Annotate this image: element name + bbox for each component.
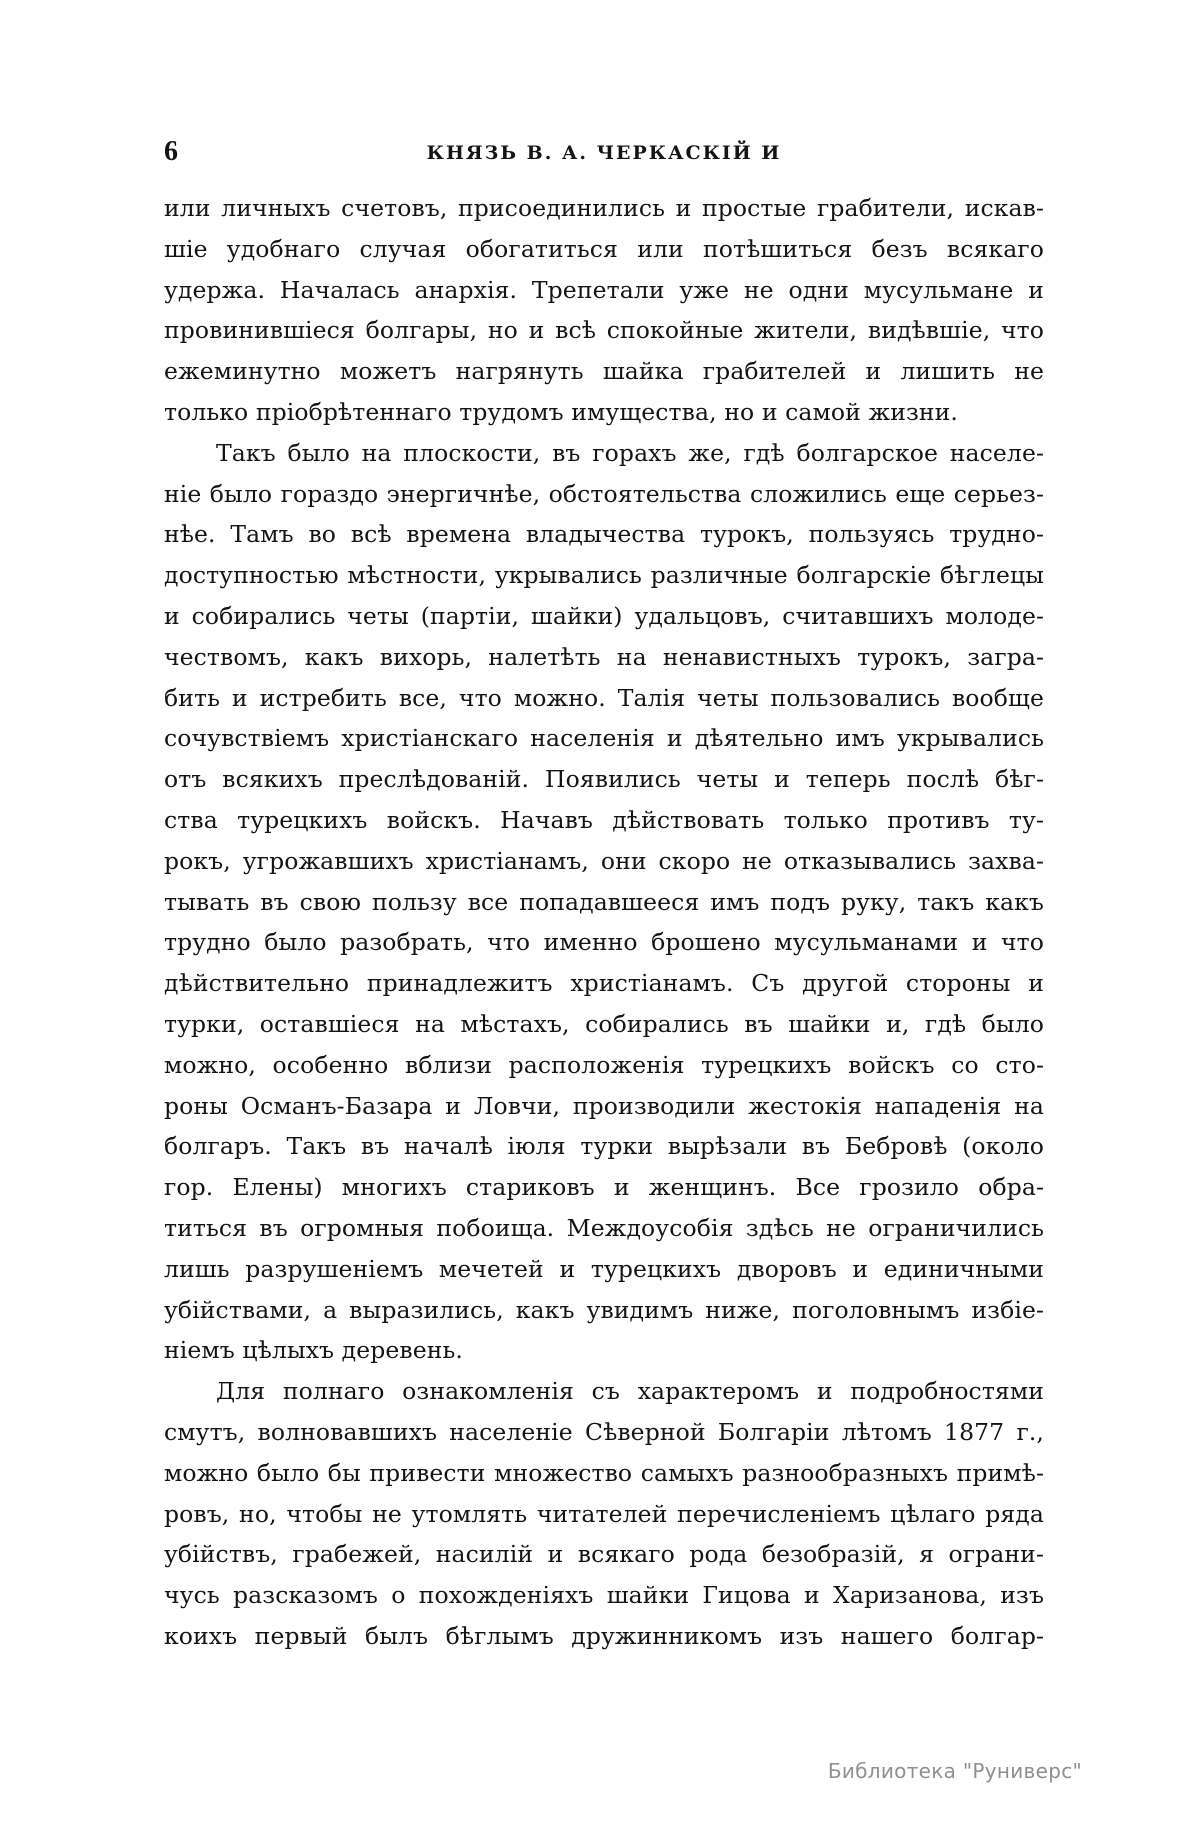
- text-line: или личныхъ счетовъ, присоединились и простые грабители, искав-: [164, 194, 1044, 222]
- text-line: болгаръ. Такъ въ началѣ іюля турки вырѣзали въ Бебровѣ (около: [164, 1132, 1044, 1161]
- body-text: [164, 188, 1044, 1657]
- text-line: ежеминутно можетъ нагрянуть шайка грабителей и лишить не: [164, 357, 1044, 386]
- text-line: убійствъ, грабежей, насилій и всякаго рода безобразій, я ограни-: [164, 1540, 1044, 1569]
- text-line: бить и истребить все, что можно. Талія четы пользовались вообще: [164, 683, 1044, 712]
- text-line: шіе удобнаго случая обогатиться или потѣшиться безъ всякаго: [164, 234, 1044, 263]
- page-number: 6: [164, 136, 178, 167]
- text-line: ніе было гораздо энергичнѣе, обстоятельства сложились еще серьез-: [164, 479, 1044, 508]
- text-line: чествомъ, какъ вихорь, налетѣть на ненавистныхъ турокъ, загра-: [164, 642, 1044, 671]
- text-line: смутъ, волновавшихъ населеніе Сѣверной Болгаріи лѣтомъ 1877 г.,: [164, 1417, 1044, 1446]
- text-line: дѣйствительно принадлежитъ христіанамъ. Съ другой стороны и: [164, 969, 1044, 998]
- text-line: нѣе. Тамъ во всѣ времена владычества турокъ, пользуясь трудно-: [164, 520, 1044, 549]
- text-line: и собирались четы (партіи, шайки) удальцовъ, считавшихъ молоде-: [164, 601, 1044, 630]
- text-line: только пріобрѣтеннаго трудомъ имущества, но и самой жизни.: [164, 397, 958, 426]
- running-title: КНЯЗЬ В. А. ЧЕРКАСКІЙ И: [426, 142, 782, 164]
- text-line: гор. Елены) многихъ стариковъ и женщинъ. Все грозило обра-: [164, 1173, 1044, 1202]
- text-line: трудно было разобрать, что именно брошено мусульманами и что: [164, 928, 1044, 957]
- text-line: лишь разрушеніемъ мечетей и турецкихъ дворовъ и единичными: [164, 1254, 1044, 1283]
- text-line: ства турецкихъ войскъ. Начавъ дѣйствовать только противъ ту-: [164, 805, 1044, 834]
- text-line: ніемъ цѣлыхъ деревень.: [164, 1336, 463, 1365]
- text-line: убійствами, а выразились, какъ увидимъ ниже, поголовнымъ избіе-: [164, 1295, 1044, 1324]
- text-line: ровъ, но, чтобы не утомлять читателей перечисленіемъ цѣлаго ряда: [164, 1499, 1044, 1528]
- text-line: сочувствіемъ христіанскаго населенія и дѣятельно имъ укрывались: [164, 724, 1044, 753]
- text-line: турки, оставшіеся на мѣстахъ, собирались въ шайки и, гдѣ было: [164, 1009, 1044, 1038]
- text-line: провинившіеся болгары, но и всѣ спокойные жители, видѣвшіе, что: [164, 316, 1044, 345]
- paragraph-start-line: Для полнаго ознакомленія съ характеромъ и подробностями: [216, 1377, 1044, 1406]
- text-line: доступностью мѣстности, укрывались различные болгарскіе бѣглецы: [164, 561, 1044, 590]
- text-line: чусь разсказомъ о похожденіяхъ шайки Гицова и Харизанова, изъ: [164, 1581, 1044, 1610]
- text-line: титься въ огромныя побоища. Междоусобія здѣсь не ограничились: [164, 1213, 1044, 1242]
- library-watermark: Библиотека "Руниверс": [827, 1759, 1082, 1783]
- text-line: роны Османъ-Базара и Ловчи, производили жестокія нападенія на: [164, 1091, 1044, 1120]
- running-head: [164, 136, 1044, 176]
- paragraph-start-line: Такъ было на плоскости, въ горахъ же, гдѣ болгарское населе-: [216, 438, 1044, 467]
- text-line: тывать въ свою пользу все попадавшееся имъ подъ руку, такъ какъ: [164, 887, 1044, 916]
- text-line: рокъ, угрожавшихъ христіанамъ, они скоро не отказывались захва-: [164, 846, 1044, 875]
- text-line: можно было бы привести множество самыхъ разнообразныхъ примѣ-: [164, 1458, 1044, 1487]
- text-line: коихъ первый былъ бѣглымъ дружинникомъ изъ нашего болгар-: [164, 1621, 1044, 1650]
- text-line: удержа. Началась анархія. Трепетали уже не одни мусульмане и: [164, 275, 1044, 304]
- text-line: можно, особенно вблизи расположенія турецкихъ войскъ со сто-: [164, 1050, 1044, 1079]
- text-line: отъ всякихъ преслѣдованій. Появились четы и теперь послѣ бѣг-: [164, 765, 1044, 794]
